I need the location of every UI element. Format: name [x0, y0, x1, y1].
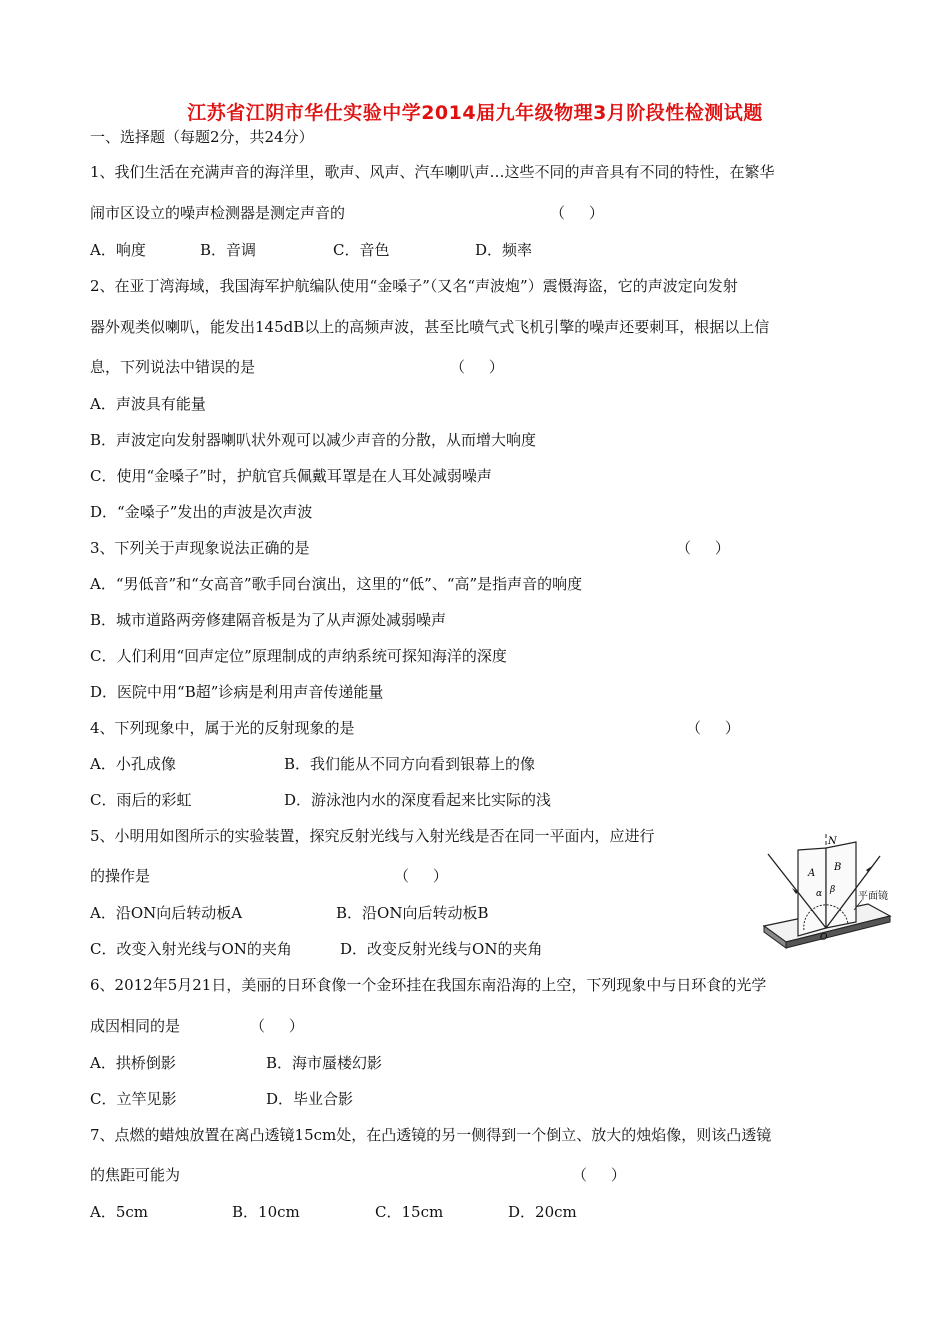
q1-answer-blank: （ ）: [550, 204, 604, 222]
q5-option-d: D．改变反射光线与ON的夹角: [340, 940, 543, 958]
q4-option-c: C．雨后的彩虹: [90, 791, 192, 809]
label-plane-mirror: 平面镜: [858, 891, 888, 902]
q5-stem-line1: 5、小明用如图所示的实验装置，探究反射光线与入射光线是否在同一平面内，应进行: [90, 827, 655, 845]
q2-option-c: C．使用“金嗓子”时，护航官兵佩戴耳罩是在人耳处减弱噪声: [90, 467, 492, 485]
q2-option-a: A．声波具有能量: [90, 395, 206, 413]
q6-option-b: B．海市蜃楼幻影: [266, 1054, 383, 1072]
q4-option-d: D．游泳池内水的深度看起来比实际的浅: [284, 791, 552, 809]
q7-answer-blank: （ ）: [572, 1166, 626, 1184]
q5-option-c: C．改变入射光线与ON的夹角: [90, 940, 292, 958]
q2-option-b: B．声波定向发射器喇叭状外观可以减少声音的分散，从而增大响度: [90, 431, 537, 449]
q6-answer-blank: （ ）: [250, 1017, 304, 1035]
q6-option-c: C．立竿见影: [90, 1090, 177, 1108]
q3-stem: 3、下列关于声现象说法正确的是: [90, 539, 310, 557]
q5-answer-blank: （ ）: [394, 867, 448, 885]
q1-stem-line1: 1、我们生活在充满声音的海洋里，歌声、风声、汽车喇叭声…这些不同的声音具有不同的特性，在繁华: [90, 163, 775, 181]
q3-option-c: C．人们利用“回声定位”原理制成的声纳系统可探知海洋的深度: [90, 647, 507, 665]
q1-option-a: A．响度: [90, 241, 146, 259]
q3-answer-blank: （ ）: [676, 539, 730, 557]
page-title: 江苏省江阴市华仕实验中学2014届九年级物理3月阶段性检测试题: [187, 102, 763, 124]
q3-option-b: B．城市道路两旁修建隔音板是为了从声源处减弱噪声: [90, 611, 447, 629]
q7-option-c: C．15cm: [375, 1203, 444, 1221]
q7-option-d: D．20cm: [508, 1203, 577, 1221]
q3-option-a: A．“男低音”和“女高音”歌手同台演出，这里的“低”、“高”是指声音的响度: [90, 575, 583, 593]
q4-option-b: B．我们能从不同方向看到银幕上的像: [284, 755, 536, 773]
q1-option-d: D．频率: [475, 241, 533, 259]
label-alpha: α: [816, 889, 823, 899]
q4-stem: 4、下列现象中，属于光的反射现象的是: [90, 719, 355, 737]
q5-option-b: B．沿ON向后转动板B: [336, 904, 489, 922]
label-n: N: [828, 836, 837, 847]
label-b: B: [834, 862, 842, 873]
label-o: O: [820, 933, 828, 943]
q6-option-a: A．拱桥倒影: [90, 1054, 176, 1072]
label-a: A: [808, 868, 816, 879]
q2-stem-line2: 器外观类似喇叭，能发出145dB以上的高频声波，甚至比喷气式飞机引擎的噪声还要刺耳，根据以上信: [90, 318, 770, 336]
label-beta: β: [830, 885, 836, 895]
q3-option-d: D．医院中用“B超”诊病是利用声音传递能量: [90, 683, 384, 701]
q4-option-a: A．小孔成像: [90, 755, 176, 773]
q6-stem-line2: 成因相同的是: [90, 1017, 181, 1035]
q7-option-a: A．5cm: [90, 1203, 149, 1221]
q5-option-a: A．沿ON向后转动板A: [90, 904, 243, 922]
q6-option-d: D．毕业合影: [266, 1090, 354, 1108]
q1-option-b: B．音调: [200, 241, 257, 259]
q1-option-c: C．音色: [333, 241, 390, 259]
q7-stem-line2: 的焦距可能为: [90, 1166, 181, 1184]
q7-stem-line1: 7、点燃的蜡烛放置在离凸透镜15cm处，在凸透镜的另一侧得到一个倒立、放大的烛焰像，则该凸透镜: [90, 1126, 772, 1144]
q7-option-b: B．10cm: [232, 1203, 300, 1221]
q4-answer-blank: （ ）: [686, 719, 740, 737]
q2-answer-blank: （ ）: [450, 358, 504, 376]
q2-stem-line3: 息，下列说法中错误的是: [90, 358, 256, 376]
q6-stem-line1: 6、2012年5月21日，美丽的日环食像一个金环挂在我国东南沿海的上空，下列现象中与日环食的光学: [90, 976, 767, 994]
section-heading: 一、选择题（每题2分，共24分）: [90, 128, 314, 146]
reflection-experiment-figure: [758, 832, 898, 952]
q5-stem-line2: 的操作是: [90, 867, 151, 885]
q2-stem-line1: 2、在亚丁湾海域，我国海军护航编队使用“金嗓子”（又名“声波炮”）震慑海盗，它的声波定向发射: [90, 277, 738, 295]
q1-stem-line2: 闹市区设立的噪声检测器是测定声音的: [90, 204, 346, 222]
q2-option-d: D．“金嗓子”发出的声波是次声波: [90, 503, 313, 521]
